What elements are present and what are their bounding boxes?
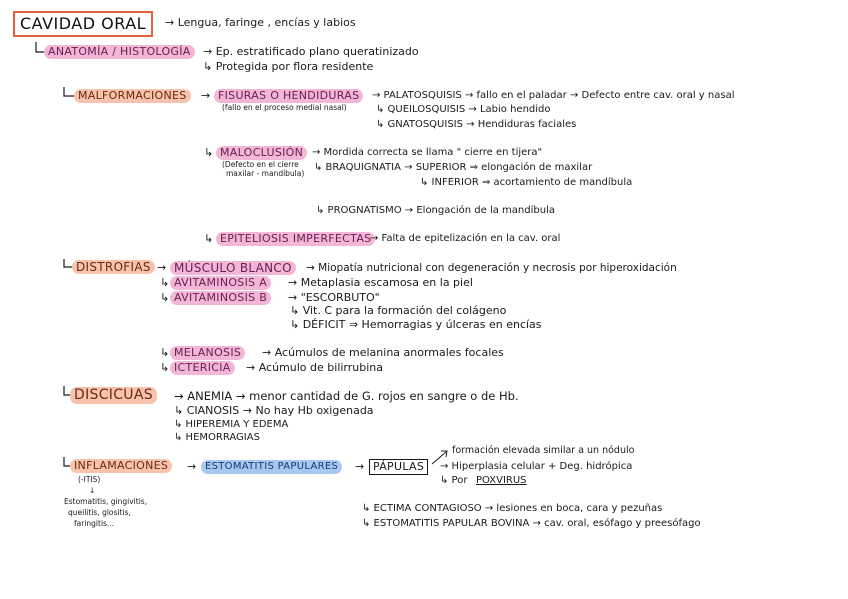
- arrow: ↳: [204, 146, 214, 159]
- maloclusion-line-2: ↳ BRAQUIGNATIA → SUPERIOR ⇒ elongación de maxilar: [314, 162, 593, 173]
- anatomia-line-2: ↳ Protegida por flora residente: [203, 60, 374, 73]
- anatomia-label: ANATOMÍA / HISTOLOGÍA: [44, 45, 195, 59]
- ictericia-desc: → Acúmulo de bilirrubina: [246, 361, 384, 374]
- ictericia-label: ICTERICIA: [170, 361, 235, 375]
- inflamaciones-note-5: faringitis...: [74, 519, 115, 528]
- arrow: →: [201, 89, 211, 102]
- musculo-blanco-desc: → Miopatía nutricional con degeneración y necrosis por hiperoxidación: [306, 262, 677, 274]
- papulas-line-3-prefix: ↳ Por: [440, 475, 468, 486]
- inflamaciones-label: INFLAMACIONES: [70, 459, 172, 473]
- title-description: → Lengua, faringe , encías y labios: [165, 16, 356, 29]
- maloclusion-label: MALOCLUSIÓN: [216, 146, 307, 160]
- epiteliosis-label: EPITELIOSIS IMPERFECTAS: [216, 232, 375, 246]
- inflamaciones-note-1: (-ITIS): [78, 475, 101, 484]
- maloclusion-line-1: → Mordida correcta se llama " cierre en tijera": [312, 147, 543, 158]
- malformaciones-label: MALFORMACIONES: [74, 89, 191, 103]
- fisuras-label: FISURAS O HENDIDURAS: [214, 89, 363, 103]
- melanosis-label: MELANOSIS: [170, 346, 245, 360]
- discicuas-line-4: ↳ HEMORRAGIAS: [174, 432, 260, 443]
- arrow: →: [355, 460, 365, 473]
- epiteliosis-line-1: → Falta de epitelización en la cav. oral: [370, 233, 561, 244]
- avitaminosis-a-label: AVITAMINOSIS A: [170, 276, 271, 290]
- arrow: ↳: [160, 361, 170, 374]
- estomatitis-bovina-line: ↳ ESTOMATITIS PAPULAR BOVINA → cav. oral, esófago y preesófago: [362, 518, 701, 529]
- maloclusion-line-3: ↳ INFERIOR ⇒ acortamiento de mandíbula: [420, 177, 633, 188]
- arrow: ↳: [160, 346, 170, 359]
- arrow: →: [157, 261, 167, 274]
- ectima-line: ↳ ECTIMA CONTAGIOSO → lesiones en boca, cara y pezuñas: [362, 503, 663, 514]
- maloclusion-line-4: ↳ PROGNATISMO → Elongación de la mandíbula: [316, 205, 555, 216]
- maloclusion-note-1: (Defecto en el cierre: [222, 160, 299, 169]
- discicuas-line-1: → ANEMIA → menor cantidad de G. rojos en sangre o de Hb.: [174, 389, 519, 403]
- maloclusion-note-2: maxilar - mandíbula): [226, 169, 305, 178]
- melanosis-desc: → Acúmulos de melanina anormales focales: [262, 346, 504, 359]
- anatomia-line-1: → Ep. estratificado plano queratinizado: [203, 45, 419, 58]
- arrow: ↳: [160, 276, 170, 289]
- fisuras-note: (fallo en el proceso medial nasal): [222, 103, 347, 112]
- poxvirus-label: POXVIRUS: [476, 475, 527, 486]
- inflamaciones-note-2: ↓: [89, 486, 96, 495]
- estomatitis-papulares-label: ESTOMATITIS PAPULARES: [201, 460, 342, 474]
- vitamina-c-line: ↳ Vit. C para la formación del colágeno: [290, 304, 507, 317]
- distrofias-label: DISTROFIAS: [72, 260, 155, 274]
- page-title: CAVIDAD ORAL: [13, 11, 153, 37]
- inflamaciones-note-4: queilitis, glositis,: [68, 508, 131, 517]
- papulas-line-1: formación elevada similar a un nódulo: [452, 445, 635, 456]
- discicuas-label: DISCICUAS: [70, 387, 157, 404]
- fisuras-line-3: ↳ GNATOSQUISIS → Hendiduras faciales: [376, 119, 577, 130]
- musculo-blanco-label: MÚSCULO BLANCO: [170, 261, 296, 275]
- inflamaciones-note-3: Estomatitis, gingivitis,: [64, 497, 148, 506]
- papulas-line-2: → Hiperplasia celular + Deg. hidrópica: [440, 461, 633, 472]
- arrow: ↳: [160, 291, 170, 304]
- arrow: →: [187, 460, 197, 473]
- discicuas-line-2: ↳ CIANOSIS → No hay Hb oxigenada: [174, 404, 374, 417]
- deficit-line: ↳ DÉFICIT ⇒ Hemorragias y úlceras en encías: [290, 318, 542, 331]
- arrow: ↳: [204, 232, 214, 245]
- avitaminosis-a-desc: → Metaplasia escamosa en la piel: [288, 276, 473, 289]
- fisuras-line-2: ↳ QUEILOSQUISIS → Labio hendido: [376, 104, 551, 115]
- avitaminosis-b-label: AVITAMINOSIS B: [170, 291, 271, 305]
- avitaminosis-b-desc: → "ESCORBUTO": [288, 291, 380, 304]
- papulas-label: PÁPULAS: [369, 459, 428, 475]
- fisuras-line-1: → PALATOSQUISIS → fallo en el paladar → Defecto entre cav. oral y nasal: [372, 90, 735, 101]
- discicuas-line-3: ↳ HIPEREMIA Y EDEMA: [174, 419, 289, 430]
